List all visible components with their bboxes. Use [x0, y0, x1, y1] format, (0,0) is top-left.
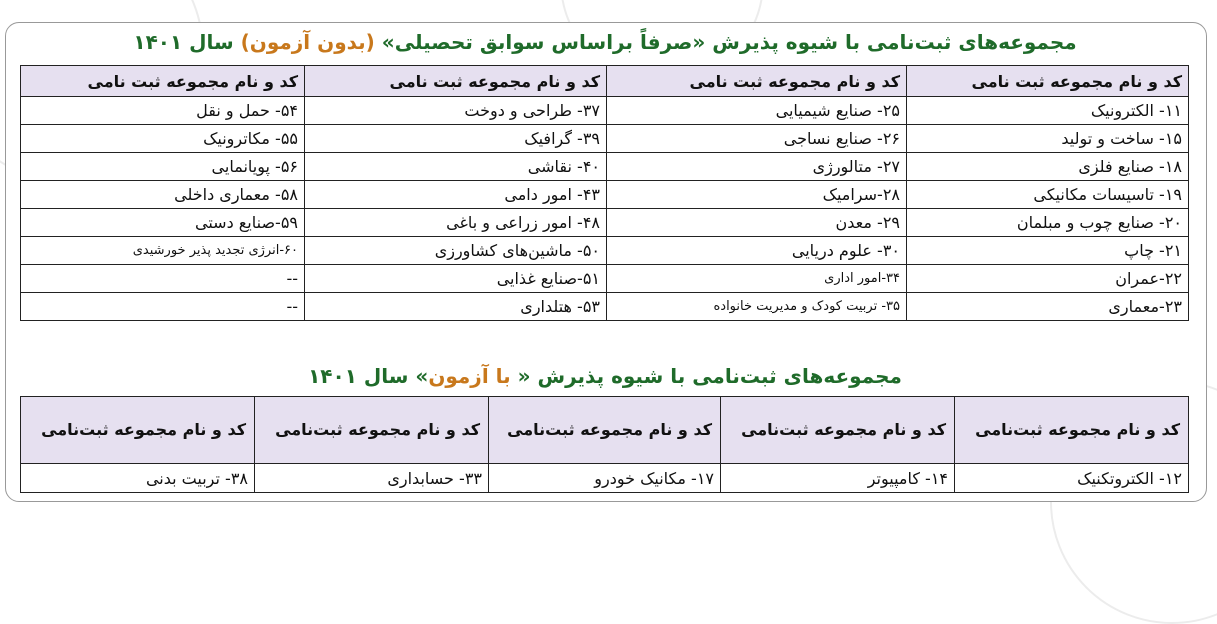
section1-title	[20, 30, 1190, 54]
table-cell: --	[21, 293, 305, 321]
table-cell: ۲۲-عمران	[907, 265, 1189, 293]
column-header: کد و نام مجموعه ثبت‌نامی	[955, 397, 1189, 464]
table-row	[21, 125, 1189, 153]
table-row	[21, 293, 1189, 321]
table-cell: ۲۳-معماری	[907, 293, 1189, 321]
table-cell: ۱۹- تاسیسات مکانیکی	[907, 181, 1189, 209]
table-cell: ۵۳- هتلداری	[305, 293, 607, 321]
with-exam-table	[20, 396, 1189, 493]
table-cell: ۳۴-امور اداری	[607, 265, 907, 293]
table-cell: ۵۸- معماری داخلی	[21, 181, 305, 209]
section2-title-main: مجموعه‌های ثبت‌نامی با شیوه پذیرش «	[510, 364, 902, 388]
table-cell: ۳۸- تربیت بدنی	[21, 464, 255, 493]
table-row	[21, 97, 1189, 125]
table-cell: --	[21, 265, 305, 293]
table-cell: ۵۴- حمل و نقل	[21, 97, 305, 125]
table-row	[21, 153, 1189, 181]
table-cell: ۲۵- صنایع شیمیایی	[607, 97, 907, 125]
table-row	[21, 209, 1189, 237]
column-header: کد و نام مجموعه ثبت نامی	[907, 66, 1189, 97]
table-row	[21, 237, 1189, 265]
table-cell: ۲۹- معدن	[607, 209, 907, 237]
column-header: کد و نام مجموعه ثبت نامی	[607, 66, 907, 97]
section2-title-year: » سال ۱۴۰۱	[308, 364, 429, 388]
table-cell: ۳۹- گرافیک	[305, 125, 607, 153]
table-row	[21, 265, 1189, 293]
table-cell: ۲۸-سرامیک	[607, 181, 907, 209]
table-header-row	[21, 66, 1189, 97]
section1-title-year: سال ۱۴۰۱	[133, 30, 241, 54]
table-cell: ۳۳- حسابداری	[255, 464, 489, 493]
table-cell: ۲۰- صنایع چوب و مبلمان	[907, 209, 1189, 237]
table-cell: ۲۷- متالورژی	[607, 153, 907, 181]
table-cell: ۵۱-صنایع غذایی	[305, 265, 607, 293]
column-header: کد و نام مجموعه ثبت‌نامی	[255, 397, 489, 464]
column-header: کد و نام مجموعه ثبت‌نامی	[21, 397, 255, 464]
section1-title-highlight: (بدون آزمون)	[240, 30, 375, 54]
table-cell: ۴۰- نقاشی	[305, 153, 607, 181]
table-cell: ۵۶- پویانمایی	[21, 153, 305, 181]
section1-title-main: مجموعه‌های ثبت‌نامی با شیوه پذیرش «صرفاً براساس سوابق تحصیلی»	[374, 30, 1077, 54]
table-cell: ۱۱- الکترونیک	[907, 97, 1189, 125]
table-cell: ۴۸- امور زراعی و باغی	[305, 209, 607, 237]
section2-title-highlight: با آزمون	[428, 364, 511, 388]
table-cell: ۱۷- مکانیک خودرو	[489, 464, 721, 493]
no-exam-table	[20, 65, 1189, 321]
column-header: کد و نام مجموعه ثبت‌نامی	[721, 397, 955, 464]
column-header: کد و نام مجموعه ثبت نامی	[21, 66, 305, 97]
table-cell: ۵۵- مکاترونیک	[21, 125, 305, 153]
table-header-row	[21, 397, 1189, 464]
table-row	[21, 464, 1189, 493]
table-cell: ۳۰- علوم دریایی	[607, 237, 907, 265]
section2-title	[20, 364, 1190, 388]
table-cell: ۶۰-انرژی تجدید پذیر خورشیدی	[21, 237, 305, 265]
table-cell: ۱۲- الکتروتکنیک	[955, 464, 1189, 493]
column-header: کد و نام مجموعه ثبت نامی	[305, 66, 607, 97]
column-header: کد و نام مجموعه ثبت‌نامی	[489, 397, 721, 464]
table-cell: ۵۹-صنایع دستی	[21, 209, 305, 237]
table-row	[21, 181, 1189, 209]
table-cell: ۲۶- صنایع نساجی	[607, 125, 907, 153]
table-cell: ۵۰- ماشین‌های کشاورزی	[305, 237, 607, 265]
table-cell: ۱۴- کامپیوتر	[721, 464, 955, 493]
table-cell: ۱۸- صنایع فلزی	[907, 153, 1189, 181]
table-cell: ۱۵- ساخت و تولید	[907, 125, 1189, 153]
table-cell: ۳۵- تربیت کودک و مدیریت خانواده	[607, 293, 907, 321]
table-cell: ۴۳- امور دامی	[305, 181, 607, 209]
table-cell: ۲۱- چاپ	[907, 237, 1189, 265]
table-cell: ۳۷- طراحی و دوخت	[305, 97, 607, 125]
